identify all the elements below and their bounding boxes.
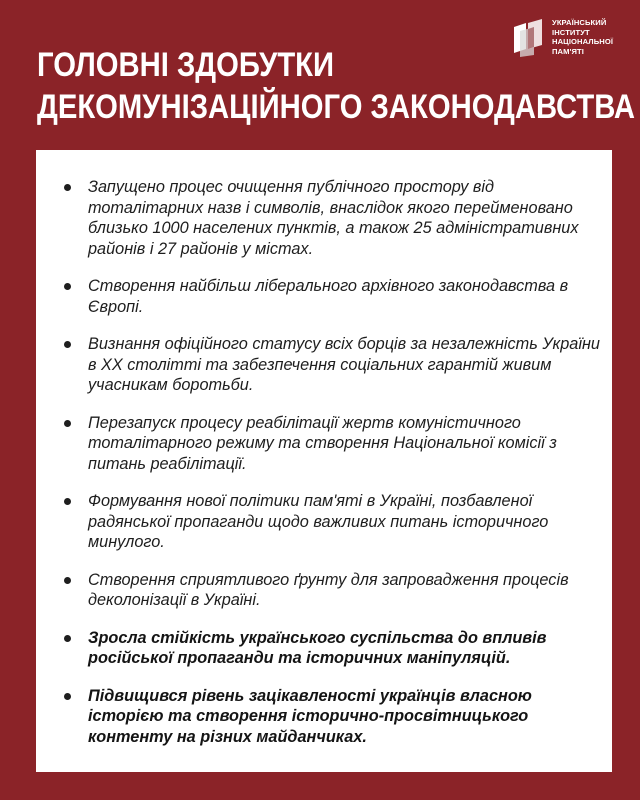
logo-line-4: ПАМ'ЯТІ [552,46,584,56]
institute-logo [512,17,622,57]
list-item [62,628,602,669]
bullet-icon [64,577,71,584]
logo-line-2: ІНСТИТУТ [552,27,590,37]
list-item-text: Створення сприятливого ґрунту для запровадження процесів деколонізації в Україні. [88,570,569,609]
list-item-text: Запущено процес очищення публічного простору від тоталітарних назв і символів, внаслідок якого перейменовано близько 1000 населених пунктів, а також 25 адміністративних районів і 27 районів у містах. [88,178,579,258]
achievements-card [36,150,612,772]
list-item [62,570,602,611]
bullet-icon [64,283,71,290]
bullet-icon [64,184,71,191]
list-item-text: Підвищився рівень зацікавленості українців власною історією та створення історично-просвітницького контенту на різних майданчиках. [88,686,532,746]
list-item-text: Визнання офіційного статусу всіх борців за незалежність України в ХХ столітті та забезпечення соціальних гарантій живим учасникам боротьби. [88,335,600,394]
logo-line-1: УКРАЇНСЬКИЙ [552,18,607,27]
list-item-text: Формування нової політики пам'яті в Україні, позбавленої радянської пропаганди щодо важливих питань історичного минулого. [88,492,549,551]
list-item-text: Створення найбільш ліберального архівного законодавства в Європі. [88,277,569,316]
title-line-1: ГОЛОВНІ ЗДОБУТКИ [37,46,335,84]
logo-line-3: НАЦІОНАЛЬНОЇ [552,37,614,46]
title-line-2: ДЕКОМУНІЗАЦІЙНОГО ЗАКОНОДАВСТВА [37,88,636,126]
list-item-text: Зросла стійкість українського суспільства до впливів російської пропаганди та історичних маніпуляцій. [88,628,547,667]
bullet-icon [64,341,71,348]
list-item [62,491,602,553]
list-item-text: Перезапуск процесу реабілітації жертв комуністичного тоталітарного режиму та створення Національної комісії з питань реабілітації. [88,413,557,473]
list-item [62,686,602,748]
bullet-icon [64,693,71,700]
bullet-icon [64,498,71,505]
bullet-icon [64,420,71,427]
institute-logo-icon [512,17,546,57]
achievements-list [62,177,602,764]
list-item [62,413,602,475]
list-item [62,177,602,259]
bullet-icon [64,635,71,642]
list-item [62,276,602,317]
list-item [62,334,602,396]
institute-name [552,18,613,56]
